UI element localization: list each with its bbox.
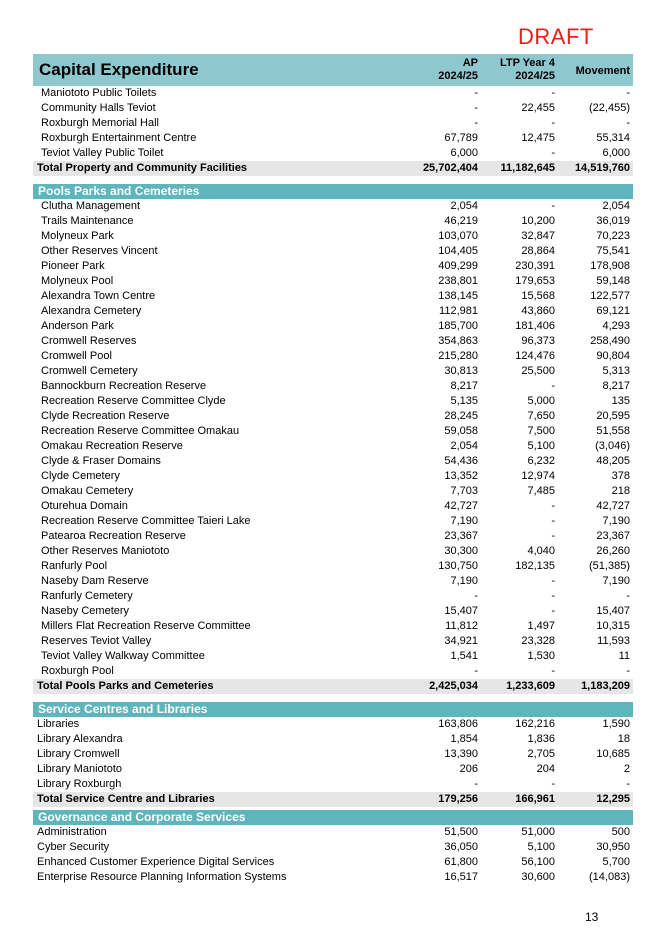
ap-value: 67,789 [444, 132, 478, 144]
ap-value: 163,806 [438, 718, 478, 730]
movement-value: 69,121 [596, 305, 630, 317]
table-row [33, 229, 633, 244]
movement-value: - [626, 665, 630, 677]
ap-value: 138,145 [438, 290, 478, 302]
pools-section [33, 199, 633, 694]
table-title: Capital Expenditure [39, 60, 199, 79]
row-label: Total Property and Community Facilities [37, 162, 248, 174]
ltp-value: 23,328 [521, 635, 555, 647]
table-row [33, 514, 633, 529]
table-row [33, 289, 633, 304]
movement-value: 48,205 [596, 455, 630, 467]
movement-value: 51,558 [596, 425, 630, 437]
ltp-value: 4,040 [527, 545, 555, 557]
ap-value: - [474, 665, 478, 677]
movement-value: - [626, 87, 630, 99]
total-row [33, 792, 633, 807]
total-row [33, 161, 633, 176]
ap-value: 6,000 [450, 147, 478, 159]
ltp-value: 22,455 [521, 102, 555, 114]
ap-value: - [474, 778, 478, 790]
movement-value: 1,183,209 [581, 680, 630, 692]
ltp-value: 124,476 [515, 350, 555, 362]
ltp-value: 12,974 [521, 470, 555, 482]
movement-value: 1,590 [602, 718, 630, 730]
movement-value: 11,593 [597, 635, 630, 647]
row-label: Clutha Management [41, 200, 141, 212]
table-row [33, 424, 633, 439]
ltp-value: 25,500 [521, 365, 555, 377]
row-label: Total Pools Parks and Cemeteries [37, 680, 214, 692]
total-row [33, 679, 633, 694]
row-label: Omakau Recreation Reserve [41, 440, 183, 452]
movement-value: 10,685 [596, 748, 630, 760]
ltp-value: 230,391 [515, 260, 555, 272]
col-ap-header: AP 2024/25 [438, 57, 478, 82]
table-row [33, 664, 633, 679]
ltp-value: 1,836 [527, 733, 555, 745]
ap-value: 238,801 [438, 275, 478, 287]
table-row [33, 364, 633, 379]
table-row [33, 274, 633, 289]
ap-value: 15,407 [444, 605, 478, 617]
movement-value: 42,727 [596, 500, 630, 512]
ltp-value: 51,000 [521, 826, 555, 838]
table-row [33, 544, 633, 559]
movement-value: (51,385) [589, 560, 630, 572]
section-heading-governance: Governance and Corporate Services [33, 810, 633, 825]
ltp-value: - [551, 147, 555, 159]
row-label: Naseby Dam Reserve [41, 575, 149, 587]
movement-value: 20,595 [596, 410, 630, 422]
ap-value: 34,921 [444, 635, 478, 647]
row-label: Teviot Valley Walkway Committee [41, 650, 205, 662]
ap-value: 1,541 [450, 650, 478, 662]
section-heading-pools: Pools Parks and Cemeteries [33, 184, 633, 199]
row-label: Anderson Park [41, 320, 114, 332]
row-label: Cyber Security [37, 841, 110, 853]
movement-value: 5,313 [602, 365, 630, 377]
row-label: Total Service Centre and Libraries [37, 793, 215, 805]
ltp-value: 43,860 [521, 305, 555, 317]
ltp-value: - [551, 778, 555, 790]
ap-value: 112,981 [439, 305, 478, 317]
movement-value: 15,407 [596, 605, 630, 617]
movement-value: 12,295 [596, 793, 630, 805]
ltp-value: 7,485 [527, 485, 555, 497]
ltp-value: 166,961 [515, 793, 555, 805]
movement-value: 36,019 [596, 215, 630, 227]
table-row [33, 484, 633, 499]
ap-value: 28,245 [444, 410, 478, 422]
row-label: Ranfurly Cemetery [41, 590, 133, 602]
ltp-value: 162,216 [515, 718, 555, 730]
ap-value: - [474, 117, 478, 129]
movement-value: 55,314 [596, 132, 630, 144]
table-row [33, 439, 633, 454]
movement-value: 378 [611, 470, 630, 482]
ap-value: 51,500 [444, 826, 478, 838]
ap-value: 42,727 [444, 500, 478, 512]
row-label: Trails Maintenance [41, 215, 134, 227]
row-label: Roxburgh Pool [41, 665, 114, 677]
movement-value: 11 [618, 650, 630, 662]
ap-value: 7,190 [450, 515, 478, 527]
ltp-value: 30,600 [521, 871, 555, 883]
ltp-value: - [551, 380, 555, 392]
row-label: Reserves Teviot Valley [41, 635, 152, 647]
ap-value: 7,703 [450, 485, 478, 497]
table-row [33, 86, 633, 101]
ltp-value: 10,200 [521, 215, 555, 227]
movement-value: 90,804 [596, 350, 630, 362]
ap-value: 7,190 [450, 575, 478, 587]
ap-value: 2,425,034 [429, 680, 478, 692]
row-label: Library Cromwell [37, 748, 120, 760]
row-label: Clyde Recreation Reserve [41, 410, 170, 422]
ap-value: 103,070 [438, 230, 478, 242]
movement-value: 2 [623, 763, 630, 775]
row-label: Cromwell Reserves [41, 335, 137, 347]
movement-value: 10,315 [596, 620, 630, 632]
table-row [33, 634, 633, 649]
movement-value: 2,054 [602, 200, 630, 212]
row-label: Millers Flat Recreation Reserve Committee [41, 620, 251, 632]
ap-value: 2,054 [450, 200, 478, 212]
table-row [33, 244, 633, 259]
movement-value: 4,293 [602, 320, 630, 332]
row-label: Roxburgh Memorial Hall [41, 117, 159, 129]
row-label: Pioneer Park [41, 260, 105, 272]
table-header [33, 54, 633, 86]
row-label: Recreation Reserve Committee Omakau [41, 425, 240, 437]
movement-value: 70,223 [596, 230, 630, 242]
ap-value: 215,280 [438, 350, 478, 362]
movement-value: 5,700 [602, 856, 630, 868]
ap-value: 104,405 [438, 245, 478, 257]
row-label: Clyde Cemetery [41, 470, 120, 482]
table-row [33, 574, 633, 589]
col-ltp-header: LTP Year 4 2024/25 [499, 57, 555, 82]
ap-value: 179,256 [438, 793, 478, 805]
movement-value: 218 [611, 485, 630, 497]
table-row [33, 559, 633, 574]
movement-value: 7,190 [602, 515, 630, 527]
ap-value: 30,300 [444, 545, 478, 557]
table-row [33, 146, 633, 161]
table-row [33, 747, 633, 762]
ap-value: 206 [459, 763, 478, 775]
ltp-value: - [551, 665, 555, 677]
capex-table [33, 54, 633, 885]
row-label: Recreation Reserve Committee Clyde [41, 395, 226, 407]
table-row [33, 409, 633, 424]
table-row [33, 870, 633, 885]
movement-value: 135 [611, 395, 630, 407]
movement-value: 59,148 [596, 275, 630, 287]
ap-value: 59,058 [444, 425, 478, 437]
ltp-value: 7,500 [527, 425, 555, 437]
ap-value: 185,700 [438, 320, 478, 332]
ap-value: 11,812 [445, 620, 478, 632]
table-row [33, 604, 633, 619]
table-row [33, 717, 633, 732]
row-label: Alexandra Town Centre [41, 290, 156, 302]
ltp-value: - [551, 200, 555, 212]
draft-watermark: DRAFT [518, 24, 594, 49]
row-label: Molyneux Park [41, 230, 114, 242]
ltp-value: 182,135 [515, 560, 555, 572]
ltp-value: 1,233,609 [506, 680, 555, 692]
ltp-value: - [551, 117, 555, 129]
ap-value: 2,054 [450, 440, 478, 452]
row-label: Ranfurly Pool [41, 560, 108, 572]
table-row [33, 649, 633, 664]
movement-value: (14,083) [589, 871, 630, 883]
table-row [33, 855, 633, 870]
row-label: Enhanced Customer Experience Digital Services [37, 856, 275, 868]
table-row [33, 319, 633, 334]
ap-value: 16,517 [444, 871, 478, 883]
ltp-value: 1,497 [527, 620, 555, 632]
table-row [33, 825, 633, 840]
ap-value: 61,800 [444, 856, 478, 868]
ap-value: 46,219 [444, 215, 478, 227]
table-row [33, 334, 633, 349]
table-row [33, 349, 633, 364]
ap-value: 5,135 [450, 395, 478, 407]
table-row [33, 777, 633, 792]
table-row [33, 199, 633, 214]
ltp-value: 5,100 [527, 841, 555, 853]
ap-value: 23,367 [444, 530, 478, 542]
row-label: Library Alexandra [37, 733, 123, 745]
ltp-value: 181,406 [515, 320, 555, 332]
table-row [33, 259, 633, 274]
ap-value: 36,050 [444, 841, 478, 853]
ap-value: - [474, 87, 478, 99]
table-row [33, 101, 633, 116]
row-label: Alexandra Cemetery [41, 305, 142, 317]
ltp-value: 96,373 [521, 335, 555, 347]
movement-value: 30,950 [596, 841, 630, 853]
table-row [33, 619, 633, 634]
movement-value: - [626, 117, 630, 129]
row-label: Libraries [37, 718, 80, 730]
ltp-value: - [551, 575, 555, 587]
ap-value: 13,352 [444, 470, 478, 482]
ap-value: 409,299 [438, 260, 478, 272]
ltp-value: - [551, 87, 555, 99]
movement-value: 14,519,760 [574, 162, 630, 174]
ap-value: 13,390 [444, 748, 478, 760]
movement-value: - [626, 590, 630, 602]
ltp-value: 32,847 [521, 230, 555, 242]
row-label: Other Reserves Vincent [41, 245, 158, 257]
table-row [33, 732, 633, 747]
row-label: Patearoa Recreation Reserve [41, 530, 186, 542]
movement-value: (3,046) [595, 440, 630, 452]
table-row [33, 304, 633, 319]
ap-value: 1,854 [450, 733, 478, 745]
table-row [33, 214, 633, 229]
row-label: Clyde & Fraser Domains [41, 455, 161, 467]
ap-value: - [474, 590, 478, 602]
movement-value: 122,577 [590, 290, 630, 302]
movement-value: (22,455) [589, 102, 630, 114]
ltp-value: 15,568 [521, 290, 555, 302]
movement-value: 75,541 [596, 245, 630, 257]
ap-value: 354,863 [438, 335, 478, 347]
row-label: Bannockburn Recreation Reserve [41, 380, 207, 392]
table-row [33, 499, 633, 514]
row-label: Library Roxburgh [37, 778, 122, 790]
ap-value: 30,813 [444, 365, 478, 377]
ltp-value: 1,530 [527, 650, 555, 662]
table-row [33, 469, 633, 484]
row-label: Enterprise Resource Planning Information Systems [37, 871, 287, 883]
movement-value: - [626, 778, 630, 790]
row-label: Administration [37, 826, 107, 838]
ap-value: 54,436 [444, 455, 478, 467]
row-label: Cromwell Pool [41, 350, 112, 362]
ltp-value: 204 [536, 763, 555, 775]
ltp-value: - [551, 605, 555, 617]
property-section [33, 86, 633, 176]
ltp-value: - [551, 515, 555, 527]
row-label: Roxburgh Entertainment Centre [41, 132, 197, 144]
table-row [33, 394, 633, 409]
table-row [33, 454, 633, 469]
row-label: Teviot Valley Public Toilet [41, 147, 164, 159]
ltp-value: - [551, 590, 555, 602]
table-row [33, 116, 633, 131]
ltp-value: 5,100 [527, 440, 555, 452]
governance-section [33, 825, 633, 885]
row-label: Library Maniototo [37, 763, 122, 775]
movement-value: 26,260 [596, 545, 630, 557]
row-label: Maniototo Public Toilets [41, 87, 157, 99]
row-label: Cromwell Cemetery [41, 365, 138, 377]
row-label: Other Reserves Maniototo [41, 545, 170, 557]
table-row [33, 589, 633, 604]
ap-value: 8,217 [450, 380, 478, 392]
ltp-value: 11,182,645 [500, 162, 555, 174]
service-section [33, 717, 633, 807]
movement-value: 23,367 [596, 530, 630, 542]
ltp-value: 7,650 [527, 410, 555, 422]
movement-value: 18 [617, 733, 630, 745]
row-label: Recreation Reserve Committee Taieri Lake [41, 515, 251, 527]
row-label: Community Halls Teviot [41, 102, 156, 114]
ltp-value: - [551, 530, 555, 542]
ltp-value: 5,000 [527, 395, 555, 407]
table-row [33, 529, 633, 544]
ltp-value: 6,232 [527, 455, 555, 467]
ap-value: 130,750 [438, 560, 478, 572]
row-label: Naseby Cemetery [41, 605, 130, 617]
movement-value: 258,490 [590, 335, 630, 347]
movement-value: 500 [611, 826, 630, 838]
ap-value: 25,702,404 [422, 162, 478, 174]
row-label: Omakau Cemetery [41, 485, 134, 497]
ltp-value: 28,864 [521, 245, 555, 257]
movement-value: 6,000 [602, 147, 630, 159]
ltp-value: - [551, 500, 555, 512]
section-heading-service: Service Centres and Libraries [33, 702, 633, 717]
movement-value: 178,908 [590, 260, 630, 272]
row-label: Oturehua Domain [41, 500, 128, 512]
ap-value: - [474, 102, 478, 114]
row-label: Molyneux Pool [41, 275, 114, 287]
table-row [33, 762, 633, 777]
table-row [33, 379, 633, 394]
col-movement-header: Movement [575, 65, 630, 77]
movement-value: 8,217 [602, 380, 630, 392]
page-number: 13 [585, 910, 599, 924]
ltp-value: 2,705 [527, 748, 555, 760]
ltp-value: 12,475 [521, 132, 555, 144]
ltp-value: 56,100 [521, 856, 555, 868]
movement-value: 7,190 [602, 575, 630, 587]
table-row [33, 840, 633, 855]
ltp-value: 179,653 [515, 275, 555, 287]
table-row [33, 131, 633, 146]
